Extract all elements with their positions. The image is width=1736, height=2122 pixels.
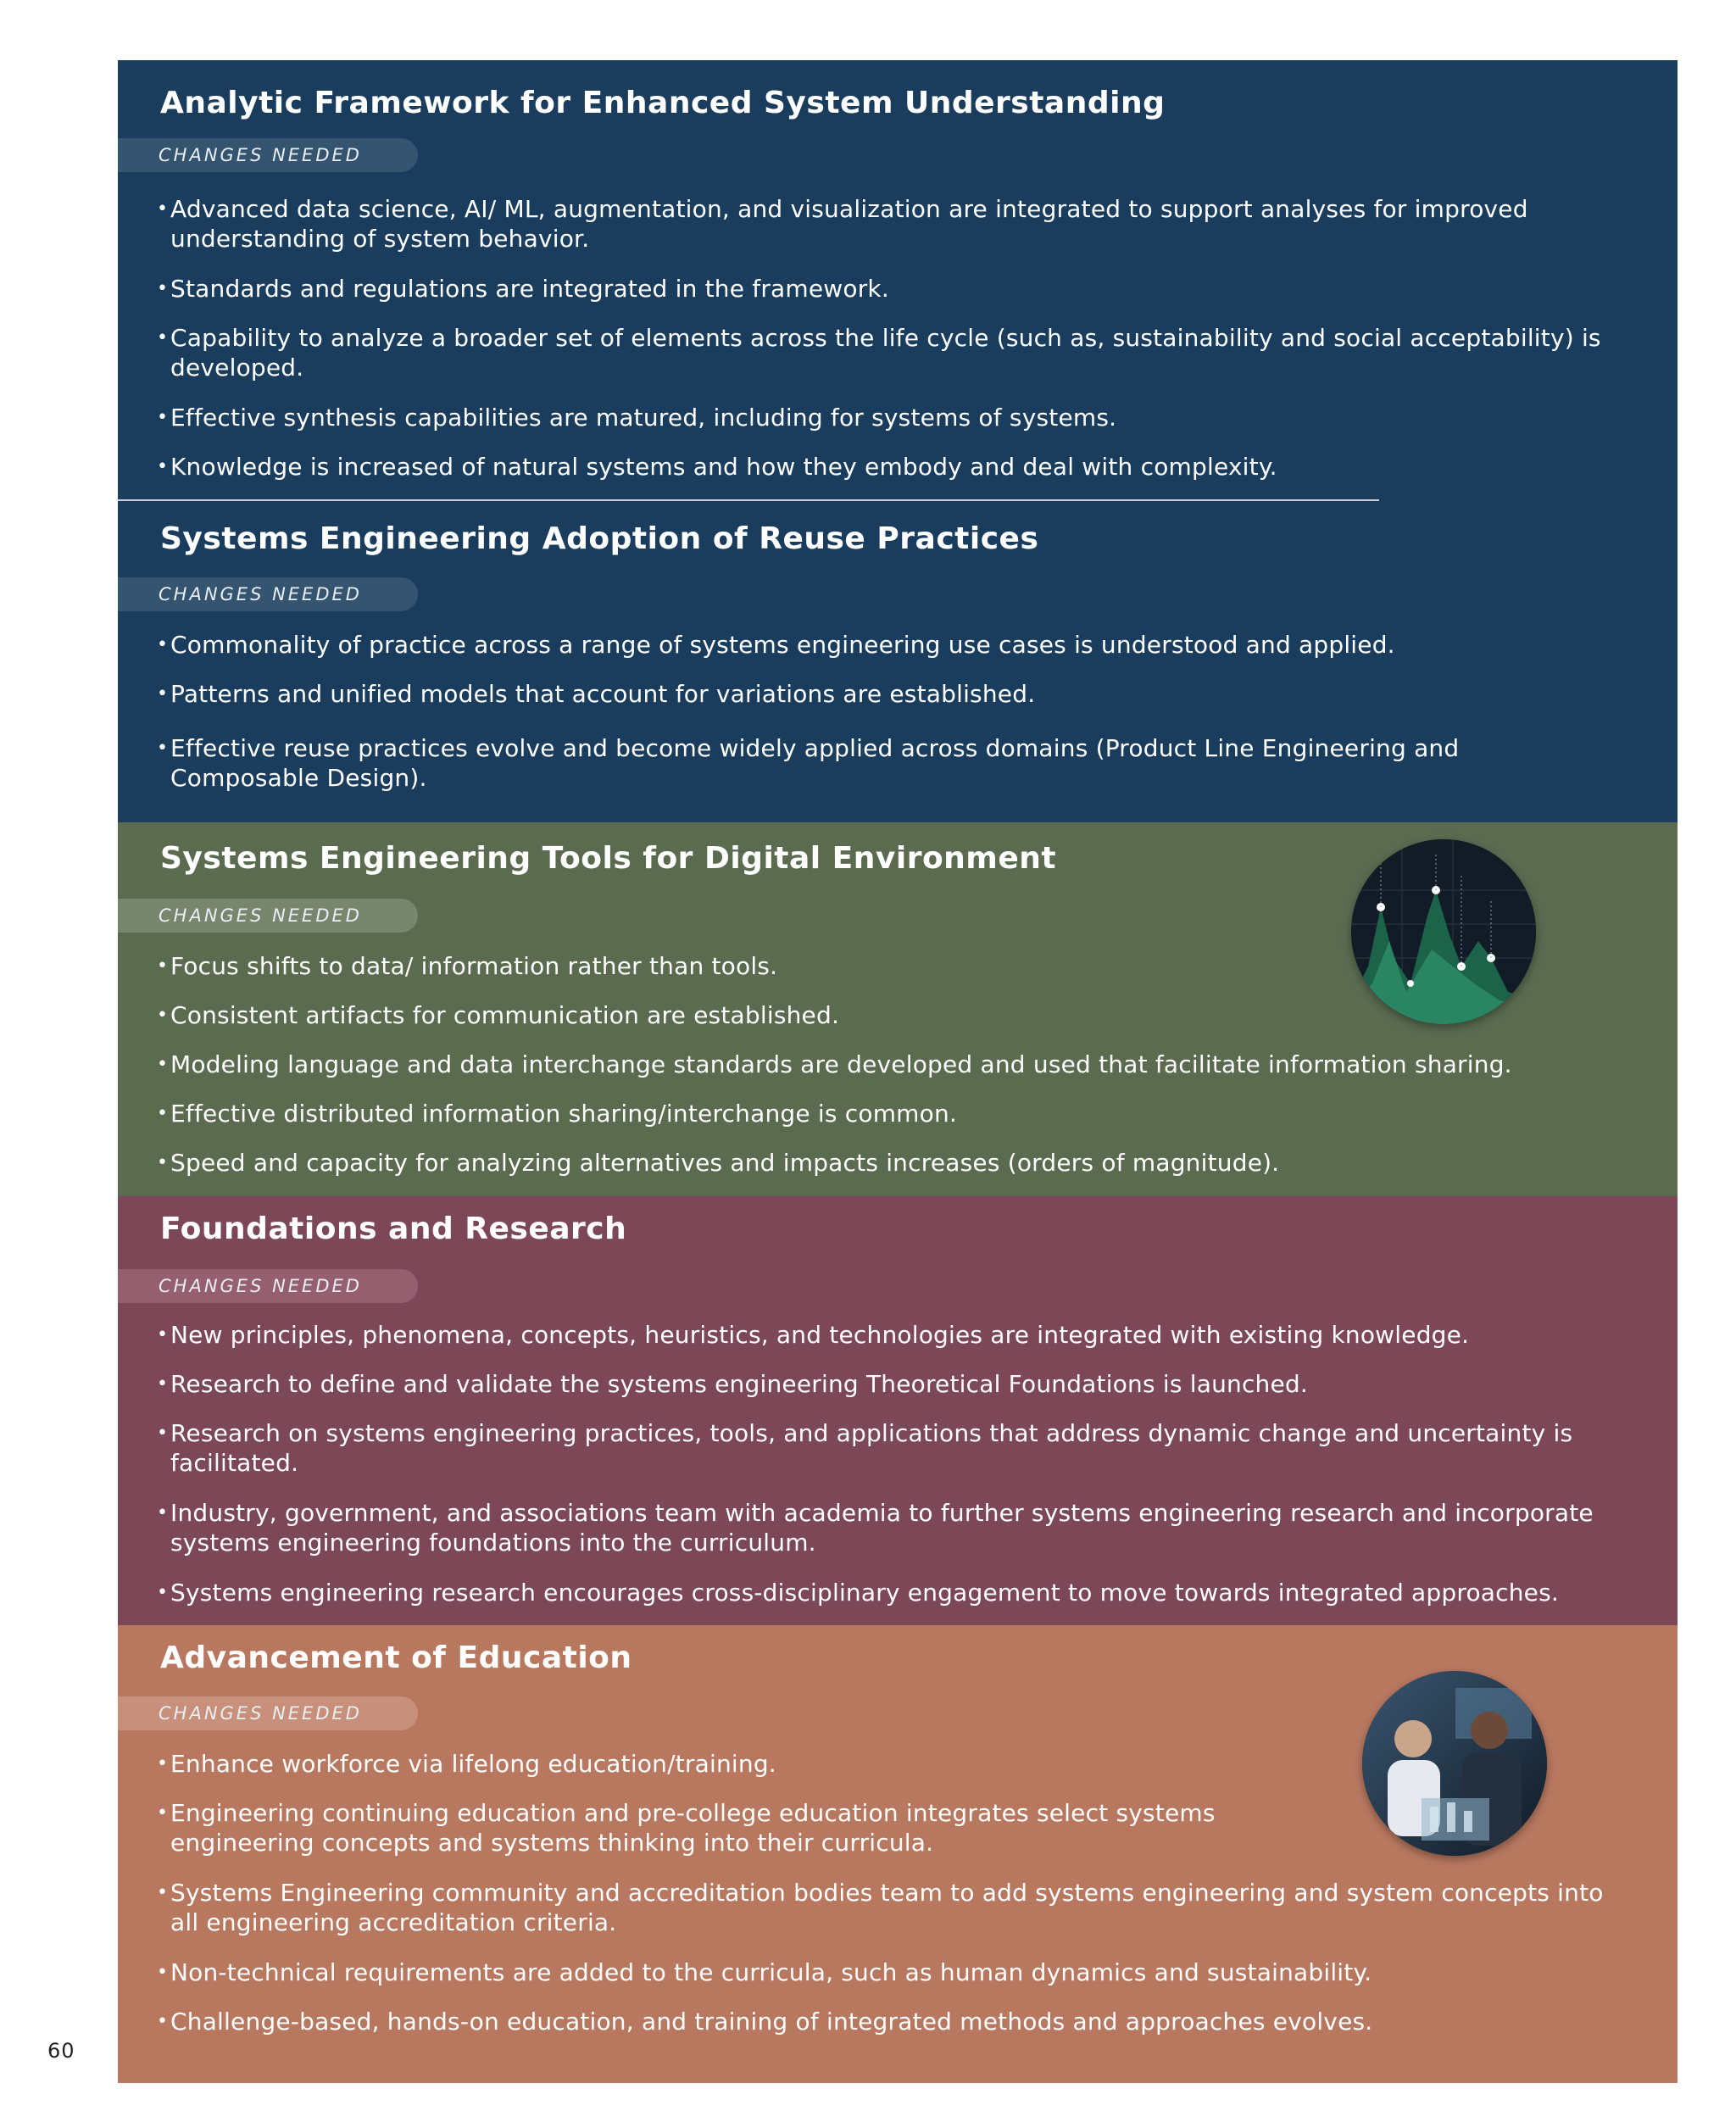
list-item: • Patterns and unified models that account for variations are established. xyxy=(157,679,1610,709)
changes-needed-tag: CHANGES NEEDED xyxy=(118,577,418,611)
list-item: • Systems engineering research encourages cross-disciplinary engagement to move towards integrated approaches. xyxy=(157,1578,1610,1607)
list-item: • Standards and regulations are integrated in the framework. xyxy=(157,274,1610,304)
section-title: Systems Engineering Tools for Digital Environment xyxy=(160,841,1057,876)
list-item: • Effective synthesis capabilities are matured, including for systems of systems. xyxy=(157,403,1610,432)
list-item: • Consistent artifacts for communication are established. xyxy=(157,1000,1610,1030)
section-title: Systems Engineering Adoption of Reuse Practices xyxy=(160,521,1039,556)
list-item: • Capability to analyze a broader set of elements across the life cycle (such as, sustainability and social acceptability) is developed. xyxy=(157,323,1610,382)
changes-needed-tag: CHANGES NEEDED xyxy=(118,1269,418,1303)
section-title: Foundations and Research xyxy=(160,1211,627,1246)
list-item: • Industry, government, and associations team with academia to further systems engineering research and incorporate systems engineering foundations into the curriculum. xyxy=(157,1498,1610,1557)
changes-needed-tag: CHANGES NEEDED xyxy=(118,138,418,172)
section-analytic-framework xyxy=(118,60,1678,501)
list-item: • Research to define and validate the systems engineering Theoretical Foundations is launched. xyxy=(157,1369,1610,1399)
section-digital-tools xyxy=(118,822,1678,1196)
list-item: • Knowledge is increased of natural systems and how they embody and deal with complexity. xyxy=(157,452,1610,482)
roadmap-container xyxy=(118,60,1678,2083)
chart-illustration-graphic xyxy=(1351,839,1536,1024)
list-item: • Challenge-based, hands-on education, and training of integrated methods and approaches evolves. xyxy=(157,2007,1610,2036)
list-item: • Commonality of practice across a range of systems engineering use cases is understood and applied. xyxy=(157,630,1610,660)
section-foundations-research xyxy=(118,1196,1678,1625)
list-item: • Non-technical requirements are added to the curricula, such as human dynamics and sustainability. xyxy=(157,1958,1610,1987)
section-title: Advancement of Education xyxy=(160,1640,632,1675)
changes-needed-tag: CHANGES NEEDED xyxy=(118,1696,418,1730)
data-chart-illustration xyxy=(1351,839,1536,1024)
list-item: • Speed and capacity for analyzing alternatives and impacts increases (orders of magnitude). xyxy=(157,1148,1610,1178)
list-item: • Research on systems engineering practices, tools, and applications that address dynamic change and uncertainty is facilitated. xyxy=(157,1418,1610,1478)
changes-needed-tag: CHANGES NEEDED xyxy=(118,899,418,933)
page-number: 60 xyxy=(47,2039,75,2063)
list-item: • Modeling language and data interchange standards are developed and used that facilitate information sharing. xyxy=(157,1050,1610,1079)
list-item: • Enhance workforce via lifelong education/training. xyxy=(157,1749,1610,1779)
list-item: • Systems Engineering community and accreditation bodies team to add systems engineering and system concepts into all engineering accreditation criteria. xyxy=(157,1878,1610,1937)
list-item: • Focus shifts to data/ information rather than tools. xyxy=(157,951,1610,981)
list-item: • New principles, phenomena, concepts, heuristics, and technologies are integrated with existing knowledge. xyxy=(157,1320,1610,1350)
list-item: • Effective reuse practices evolve and become widely applied across domains (Product Line Engineering and Composable Design). xyxy=(157,733,1610,793)
list-item: • Engineering continuing education and pre-college education integrates select systems engineering concepts and systems thinking into their curricula. xyxy=(157,1798,1355,1857)
section-title: Analytic Framework for Enhanced System Understanding xyxy=(160,86,1166,120)
section-reuse-practices xyxy=(118,501,1678,822)
list-item: • Advanced data science, AI/ ML, augmentation, and visualization are integrated to support analyses for improved understanding of system behavior. xyxy=(157,194,1610,253)
section-education xyxy=(118,1625,1678,2083)
list-item: • Effective distributed information sharing/interchange is common. xyxy=(157,1099,1610,1128)
